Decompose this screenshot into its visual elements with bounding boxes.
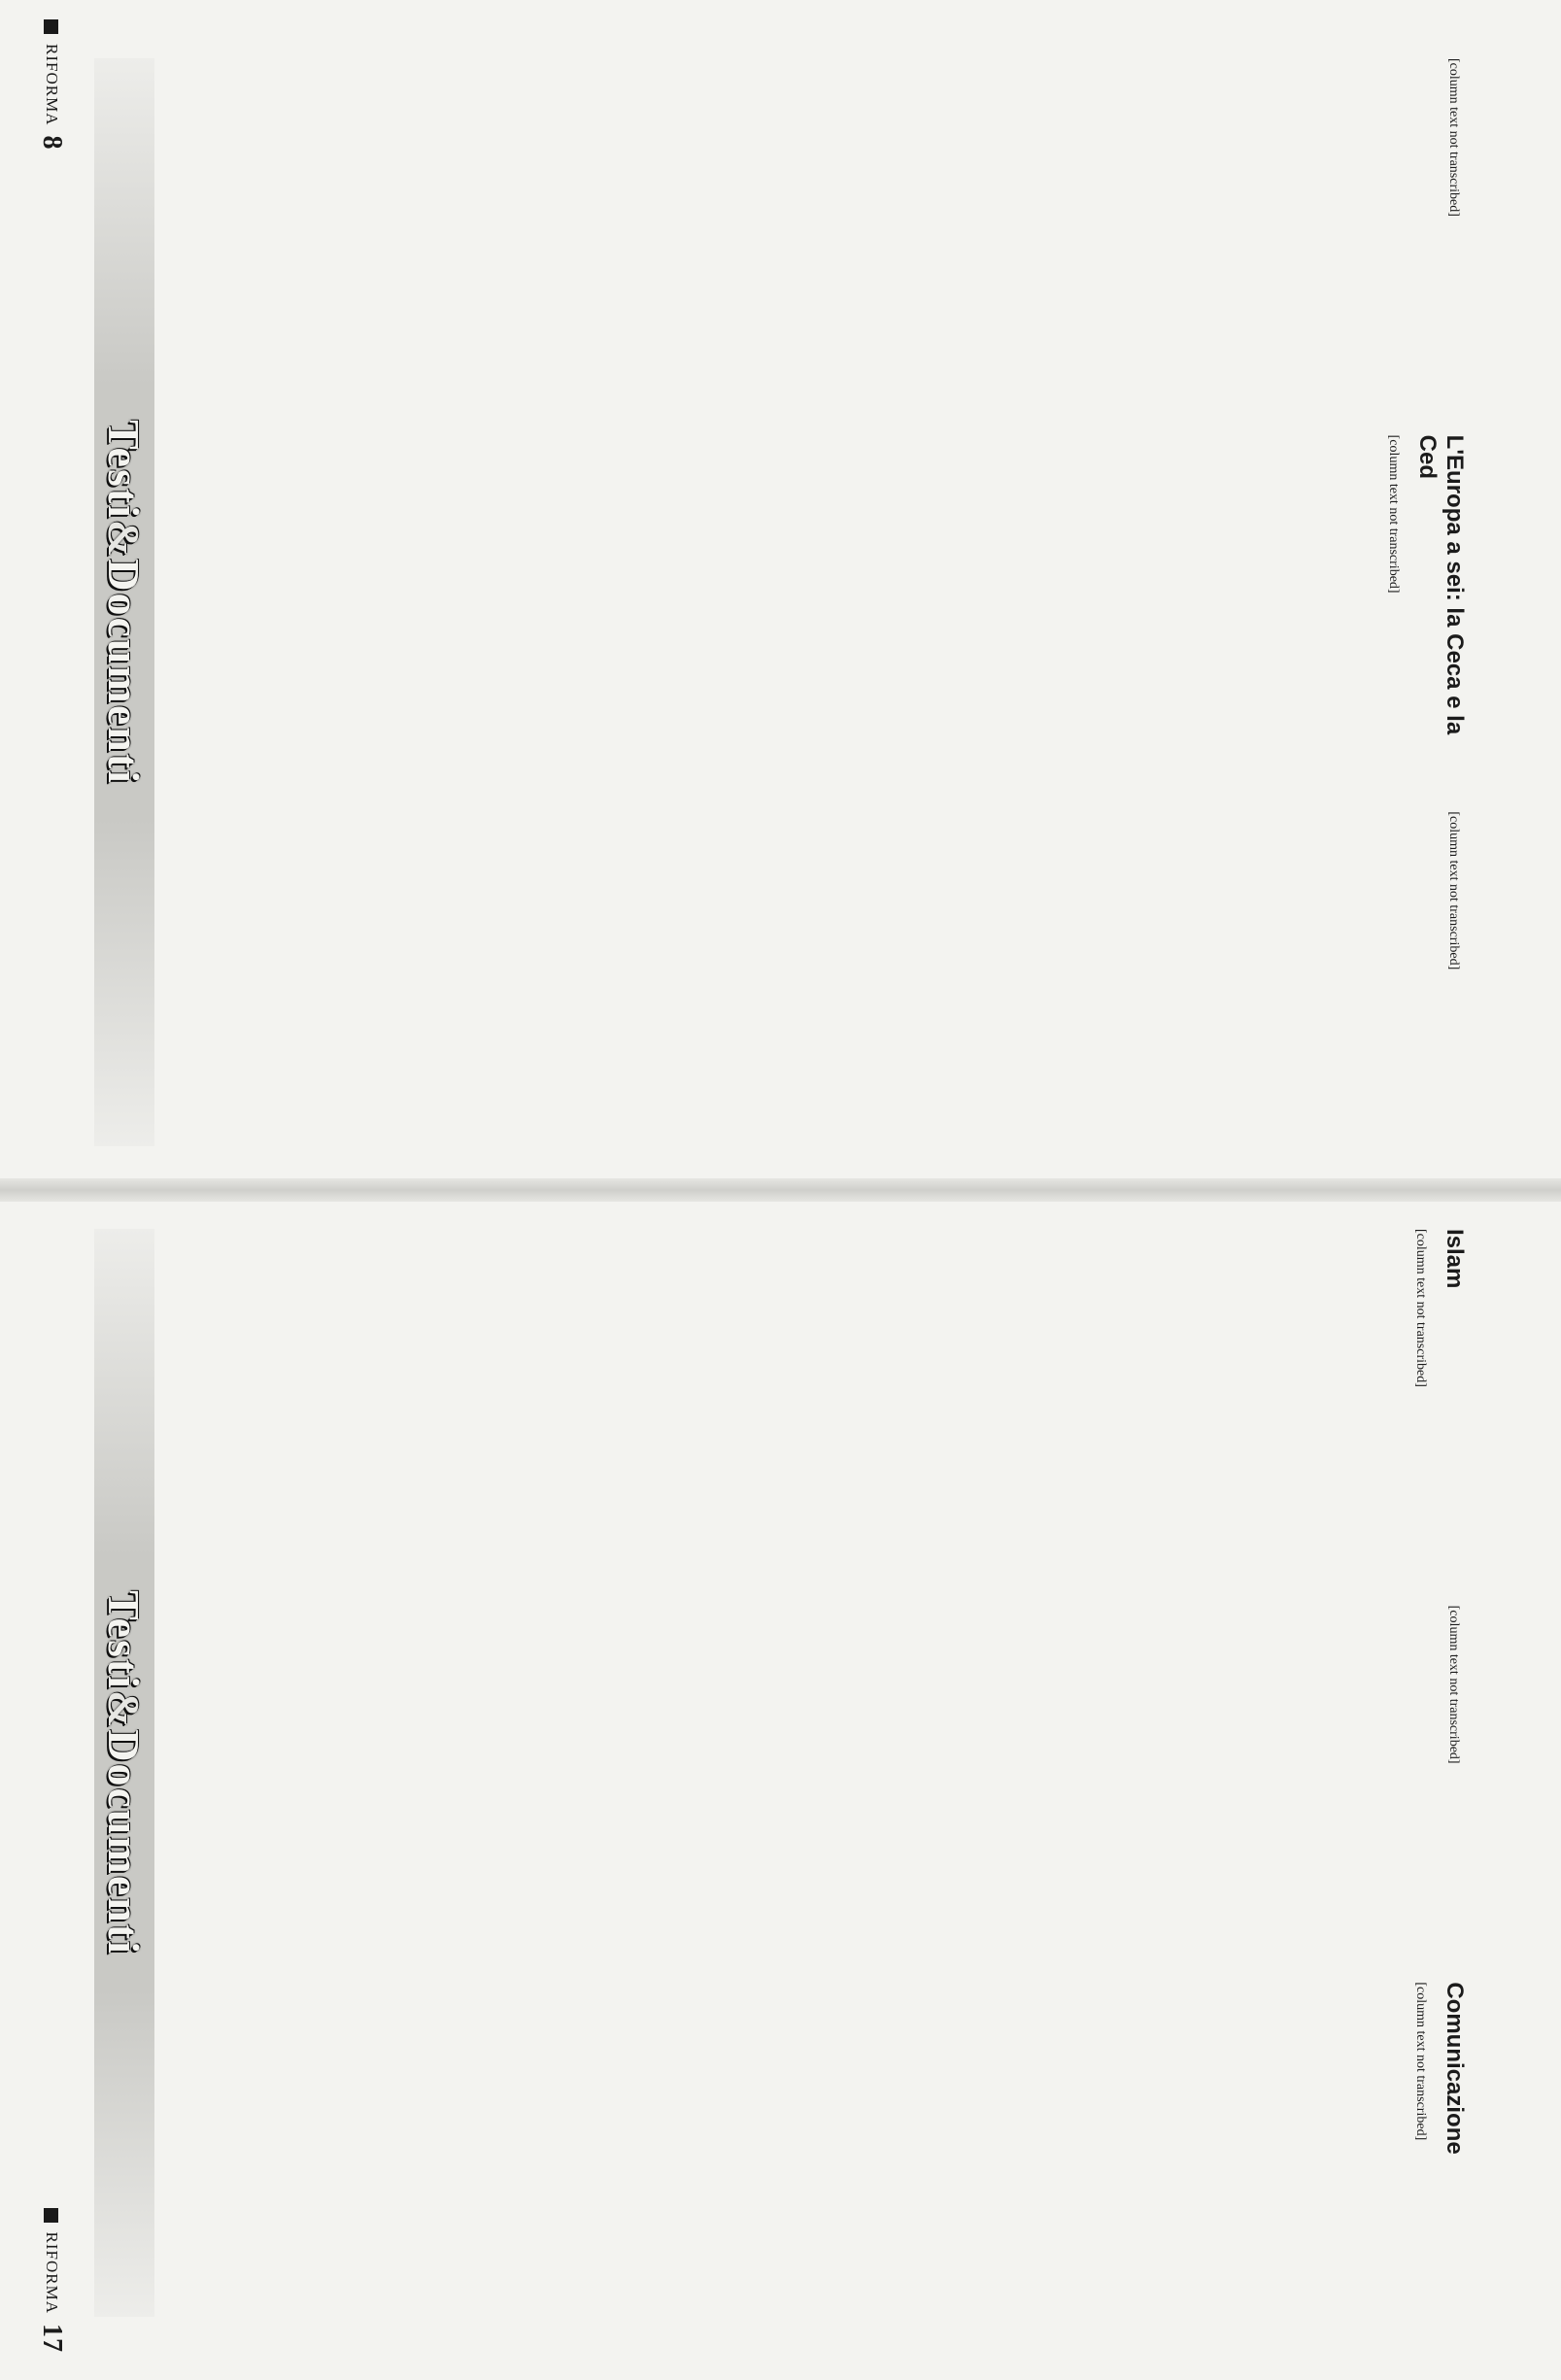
left-folio <box>36 19 67 150</box>
right-page <box>0 1190 1561 2380</box>
right-column-2 <box>175 1606 1474 1946</box>
right-folio-label: RIFORMA <box>43 2231 61 2314</box>
folio-square-icon <box>45 2208 59 2223</box>
left-banner <box>94 58 154 1146</box>
right-columns <box>175 1229 1474 2322</box>
right-col3-subhead: Comunicazione <box>1442 1982 1468 2155</box>
left-column-1 <box>175 58 1474 398</box>
right-col1-subhead: Islam <box>1442 1229 1468 1289</box>
right-col1-body: [column text not transcribed] <box>1413 1229 1428 1387</box>
left-banner-title-1: Testi <box>99 420 150 520</box>
left-column-2 <box>175 435 1474 775</box>
right-column-3 <box>175 1982 1474 2322</box>
right-banner-title-2: Documenti <box>99 1729 150 1955</box>
right-folio <box>36 2208 67 2353</box>
left-columns <box>175 58 1474 1151</box>
left-col1-body: [column text not transcribed] <box>1446 58 1461 217</box>
left-banner-title-2: Documenti <box>99 559 150 785</box>
left-col2-body: [column text not transcribed] <box>1386 434 1401 594</box>
right-banner-title-1: Testi <box>99 1590 150 1690</box>
left-col3-body: [column text not transcribed] <box>1446 811 1461 970</box>
right-column-1 <box>175 1229 1474 1569</box>
left-column-3 <box>175 811 1474 1151</box>
left-folio-number: 8 <box>37 135 67 151</box>
right-folio-number: 17 <box>37 2324 67 2353</box>
left-folio-label: RIFORMA <box>43 44 61 126</box>
right-col2-body: [column text not transcribed] <box>1446 1605 1461 1764</box>
folio-square-icon <box>45 19 59 34</box>
left-col2-subhead: L'Europa a sei: la Ceca e la Ced <box>1414 434 1468 735</box>
left-banner-amp: & <box>99 519 150 560</box>
right-col3-body: [column text not transcribed] <box>1413 1982 1428 2141</box>
right-banner-amp: & <box>99 1689 150 1730</box>
right-banner <box>94 1229 154 2317</box>
